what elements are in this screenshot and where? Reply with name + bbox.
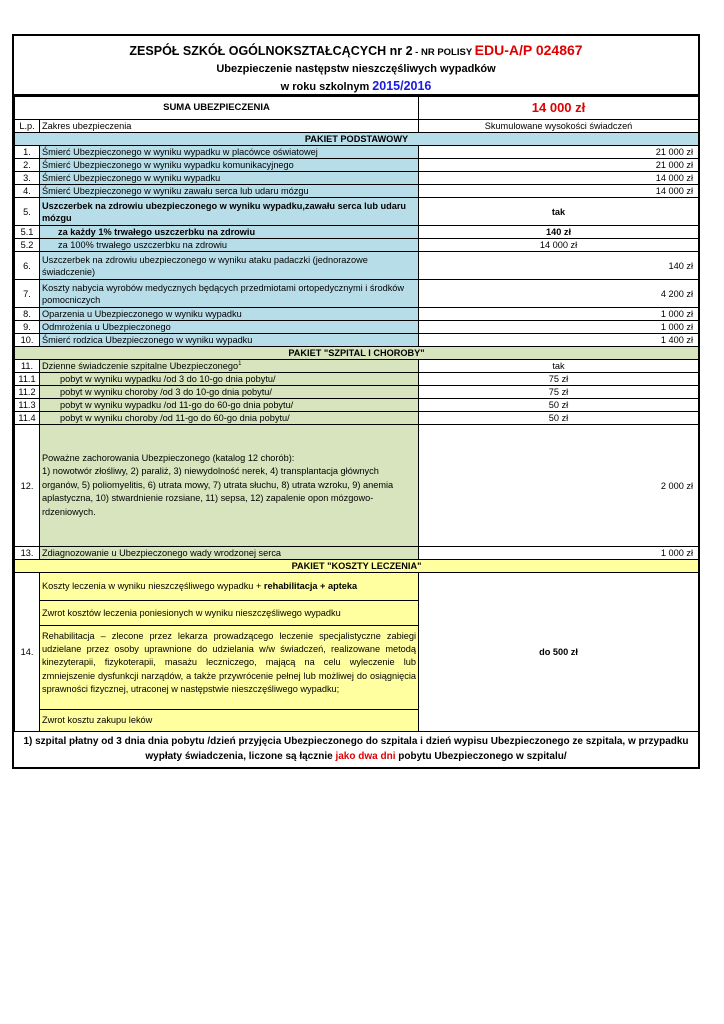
table-row — [15, 547, 699, 560]
insurance-sheet — [12, 34, 700, 769]
policy-code: EDU-A/P 024867 — [474, 42, 583, 58]
row-lp: 3. — [15, 172, 40, 185]
package-header-row — [15, 347, 699, 360]
header-title-line — [14, 36, 698, 61]
col-kwota: Skumulowane wysokości świadczeń — [419, 120, 699, 133]
row-lp: 4. — [15, 185, 40, 198]
footnote-text-2: pobytu Ubezpieczonego w szpitalu/ — [395, 751, 567, 762]
row-text: za każdy 1% trwałego uszczerbku na zdrowiu — [40, 226, 419, 239]
row-value: do 500 zł — [419, 573, 699, 732]
table-row — [15, 252, 699, 280]
row-value: 21 000 zł — [419, 146, 699, 159]
row-value: 1 000 zł — [419, 547, 699, 560]
table-row — [15, 146, 699, 159]
row-value: 140 zł — [419, 252, 699, 280]
koszty-item-a-prefix: Koszty leczenia w wyniku nieszczęśliwego wypadku + — [42, 581, 264, 591]
row-text: Zdiagnozowanie u Ubezpieczonego wady wrodzonej serca — [40, 547, 419, 560]
row-value: 1 400 zł — [419, 334, 699, 347]
row-text: Śmierć Ubezpieczonego w wyniku zawału serca lub udaru mózgu — [40, 185, 419, 198]
table-row — [15, 308, 699, 321]
table-row — [15, 159, 699, 172]
row-lp: 7. — [15, 280, 40, 308]
row-text: Oparzenia u Ubezpieczonego w wyniku wypadku — [40, 308, 419, 321]
row-lp: 1. — [15, 146, 40, 159]
row-lp: 10. — [15, 334, 40, 347]
row-value: 75 zł — [419, 386, 699, 399]
row-value: 140 zł — [419, 226, 699, 239]
disease-list: 1) nowotwór złośliwy, 2) paraliż, 3) niewydolność nerek, 4) transplantacja głównych organów, 5) poliomyelitis, 6) utrata mowy, 7) utrata słuchu, 8) utrata wzroku, 9) anemia aplastyczna, 10) stwardnienie rozsiane, 11) sepsa, 12) zapalenie opon mózgowo-rdzeniowych. — [42, 466, 394, 517]
row-lp: 5. — [15, 198, 40, 226]
row-text: Uszczerbek na zdrowiu ubezpieczonego w wyniku ataku padaczki (jednorazowe świadczenie) — [40, 252, 419, 280]
table-row — [15, 425, 699, 547]
row-text-cell — [40, 360, 419, 373]
package-header-row — [15, 133, 699, 146]
row-text: Śmierć Ubezpieczonego w wyniku wypadku w placówce oświatowej — [40, 146, 419, 159]
row-text: Poważne zachorowania Ubezpieczonego (katalog 12 chorób): — [42, 452, 295, 463]
row-text: pobyt w wyniku choroby /od 3 do 10-go dnia pobytu/ — [40, 386, 419, 399]
row-lp: 9. — [15, 321, 40, 334]
sum-label: SUMA UBEZPIECZENIA — [15, 97, 419, 120]
row-lp: 11.3 — [15, 399, 40, 412]
table-row — [15, 412, 699, 425]
row-lp: 5.1 — [15, 226, 40, 239]
row-text: za 100% trwałego uszczerbku na zdrowiu — [40, 239, 419, 252]
row-lp: 12. — [15, 425, 40, 547]
row-value: 50 zł — [419, 412, 699, 425]
koszty-item-a-bold: rehabilitacja + apteka — [263, 581, 358, 591]
row-text-cell — [40, 425, 419, 547]
column-header-row — [15, 120, 699, 133]
table-row — [15, 226, 699, 239]
table-row — [15, 280, 699, 308]
coverage-table — [14, 96, 699, 732]
koszty-item-d: Zwrot kosztu zakupu leków — [40, 710, 418, 731]
row-lp: 2. — [15, 159, 40, 172]
table-row — [15, 334, 699, 347]
package-header-row — [15, 560, 699, 573]
row-lp: 14. — [15, 573, 40, 732]
table-row — [15, 399, 699, 412]
header-year-line — [14, 78, 698, 96]
row-lp: 6. — [15, 252, 40, 280]
row-value: 14 000 zł — [419, 185, 699, 198]
row-value: 75 zł — [419, 373, 699, 386]
package-title-podstawowy: PAKIET PODSTAWOWY — [15, 133, 699, 146]
row-value: tak — [419, 198, 699, 226]
document-header — [14, 36, 698, 96]
row-value: 2 000 zł — [419, 425, 699, 547]
header-subtitle: Ubezpieczenie następstw nieszczęśliwych wypadków — [216, 63, 496, 75]
row-text: Śmierć Ubezpieczonego w wyniku wypadku komunikacyjnego — [40, 159, 419, 172]
row-text: pobyt w wyniku wypadku /od 3 do 10-go dnia pobytu/ — [40, 373, 419, 386]
row-value: 14 000 zł — [419, 239, 699, 252]
table-row — [15, 373, 699, 386]
row-value: tak — [419, 360, 699, 373]
sum-value: 14 000 zł — [419, 97, 699, 120]
row-lp: 11.2 — [15, 386, 40, 399]
row-lp: 5.2 — [15, 239, 40, 252]
footnote — [14, 732, 698, 767]
school-name: ZESPÓŁ SZKÓŁ OGÓLNOKSZTAŁCĄCYCH nr 2 — [129, 44, 413, 58]
package-title-koszty: PAKIET "KOSZTY LECZENIA" — [15, 560, 699, 573]
row-value: 14 000 zł — [419, 172, 699, 185]
year-prefix: w roku szkolnym — [280, 81, 373, 93]
koszty-item-b: Zwrot kosztów leczenia poniesionych w wyniku nieszczęśliwego wypadku — [40, 601, 418, 626]
package-title-szpital: PAKIET "SZPITAL I CHOROBY" — [15, 347, 699, 360]
koszty-items-cell — [40, 573, 419, 732]
row-text: pobyt w wyniku wypadku /od 11-go do 60-go dnia pobytu/ — [40, 399, 419, 412]
nr-polisy-label: - NR POLISY — [412, 47, 475, 58]
row-text: pobyt w wyniku choroby /od 11-go do 60-go dnia pobytu/ — [40, 412, 419, 425]
table-row — [15, 321, 699, 334]
row-lp: 11. — [15, 360, 40, 373]
table-row — [15, 239, 699, 252]
footnote-text-1: 1) szpital płatny od 3 dnia dnia pobytu /dzień przyjęcia Ubezpieczonego do szpitala i dzień wypisu Ubezpieczonego ze szpitala, w przypadku wypłaty świadczenia, liczone są łącznie — [23, 736, 689, 762]
table-row — [15, 172, 699, 185]
table-row — [15, 198, 699, 226]
footnote-red-text: jako dwa dni — [335, 751, 396, 762]
row-text: Śmierć rodzica Ubezpieczonego w wyniku wypadku — [40, 334, 419, 347]
table-row — [15, 185, 699, 198]
row-lp: 11.4 — [15, 412, 40, 425]
row-value: 4 200 zł — [419, 280, 699, 308]
row-value: 1 000 zł — [419, 321, 699, 334]
row-lp: 8. — [15, 308, 40, 321]
table-row — [15, 360, 699, 373]
row-text: Koszty nabycia wyrobów medycznych będących przedmiotami ortopedycznymi i środków pomocniczych — [40, 280, 419, 308]
col-lp: L.p. — [15, 120, 40, 133]
sum-row — [15, 97, 699, 120]
col-zakres: Zakres ubezpieczenia — [40, 120, 419, 133]
koszty-item-c: Rehabilitacja – zlecone przez lekarza prowadzącego leczenie specjalistyczne zabiegi udzielane przez osoby uprawnione do udzielania w/w świadczeń, realizowane metodą kinezyterapii, fizykoterapii, masażu leczniczego, mającą na celu wyleczenie lub zmniejszenie dysfunkcji narządów, a także przywrócenie pełnej lub możliwej do osiągnięcia sprawności fizycznej, utraconej w następstwie nieszczęśliwego wypadku; — [40, 626, 418, 710]
row-lp: 13. — [15, 547, 40, 560]
koszty-item-a — [40, 573, 418, 601]
table-row — [15, 386, 699, 399]
footnote-marker: 1 — [238, 360, 242, 367]
row-lp: 11.1 — [15, 373, 40, 386]
row-value: 50 zł — [419, 399, 699, 412]
row-text: Śmierć Ubezpieczonego w wyniku wypadku — [40, 172, 419, 185]
table-row — [15, 573, 699, 732]
row-value: 1 000 zł — [419, 308, 699, 321]
row-value: 21 000 zł — [419, 159, 699, 172]
school-year: 2015/2016 — [372, 79, 432, 93]
row-text: Uszczerbek na zdrowiu ubezpieczonego w wyniku wypadku,zawału serca lub udaru mózgu — [40, 198, 419, 226]
row-text: Odmrożenia u Ubezpieczonego — [40, 321, 419, 334]
row-text: Dzienne świadczenie szpitalne Ubezpieczonego — [42, 361, 239, 371]
